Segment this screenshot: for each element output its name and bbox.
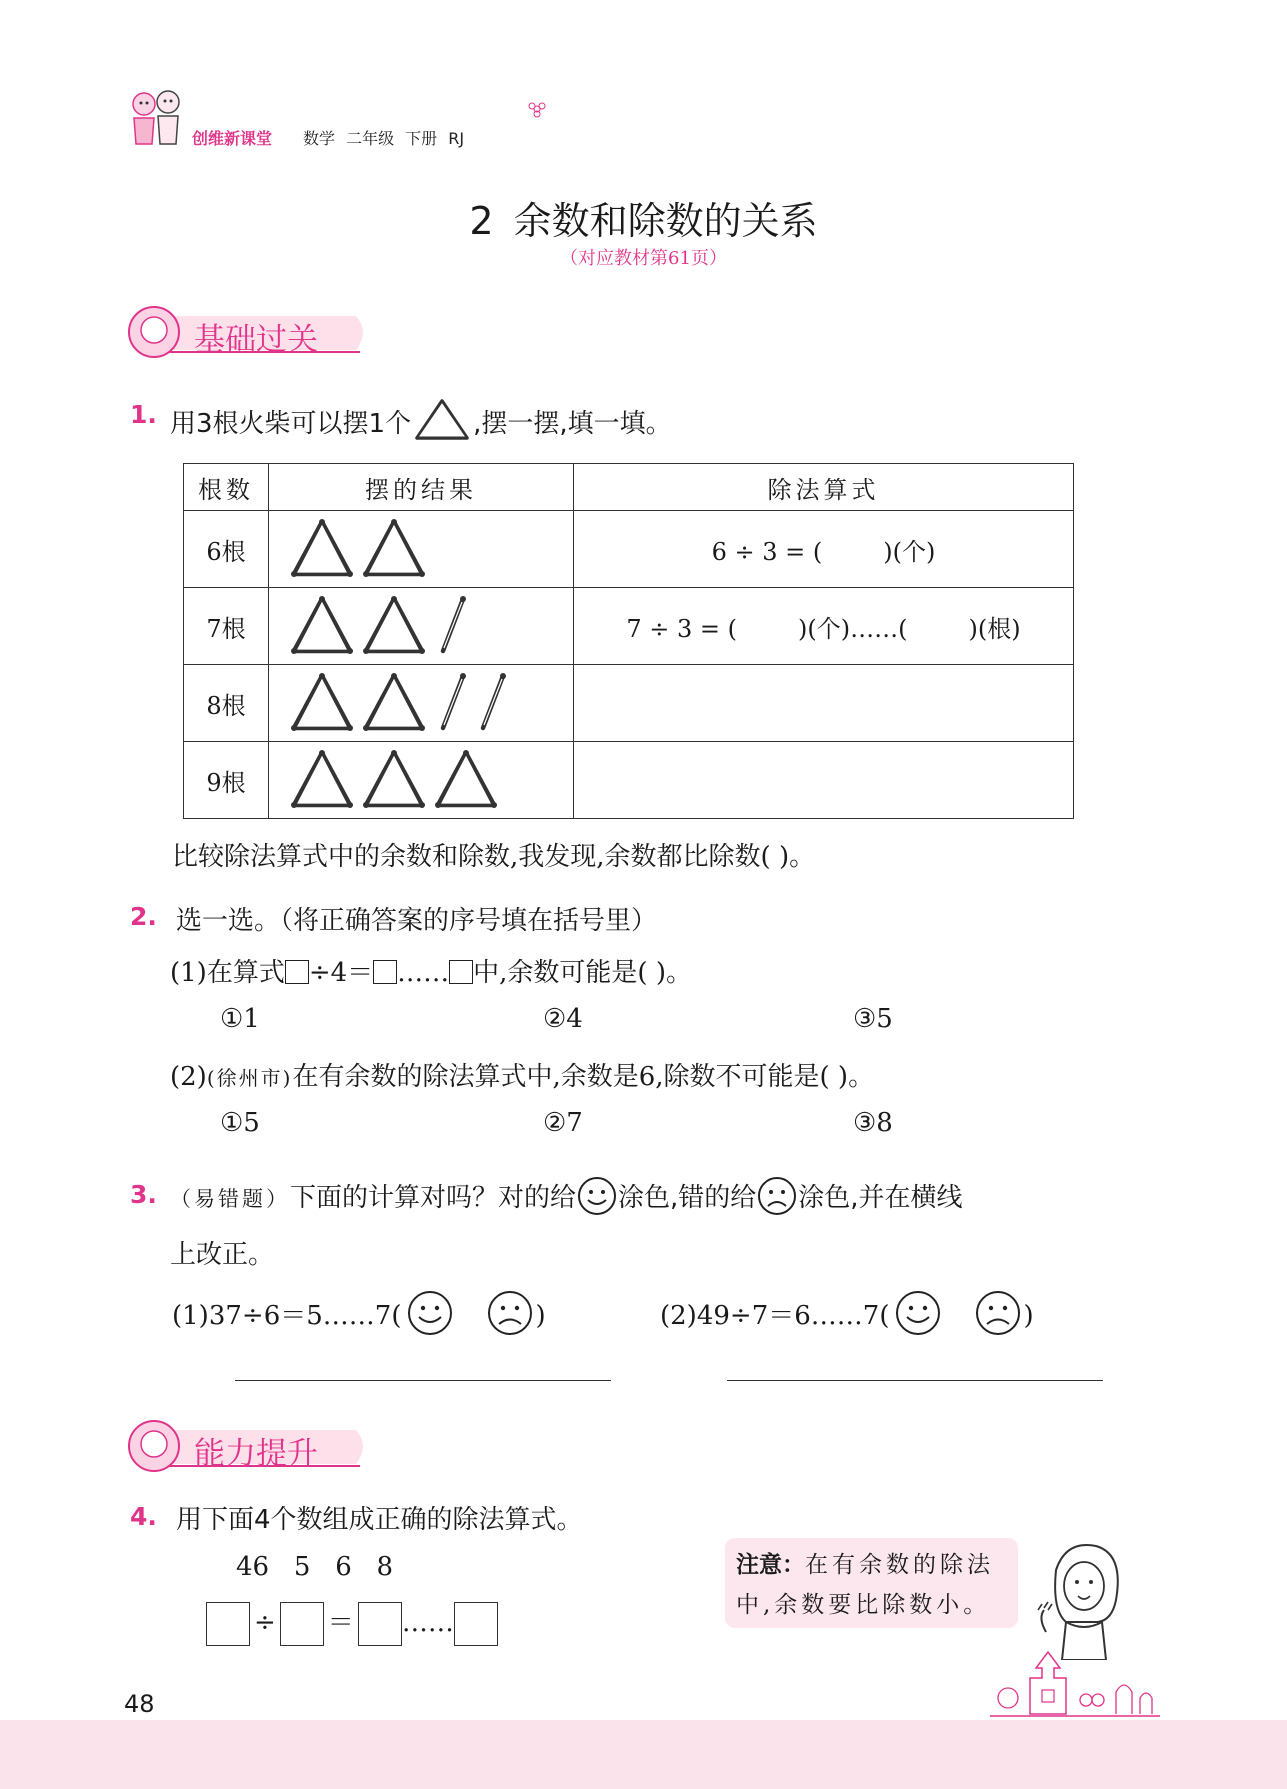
q2-p2-prefix: (2) xyxy=(170,1062,207,1092)
matchstick-triangle-icon xyxy=(289,765,361,793)
q3-item-1-expr: (1)37÷6＝5……7( xyxy=(172,1301,402,1331)
matchstick-icon xyxy=(433,688,473,716)
q2-p1-option-2[interactable]: ②4 xyxy=(543,1004,583,1034)
sad-face-icon[interactable] xyxy=(485,1290,535,1336)
section-title-basic: 基础过关 xyxy=(194,322,318,358)
lesson-title-text: 余数和除数的关系 xyxy=(513,199,818,243)
answer-line[interactable] xyxy=(235,1380,611,1381)
q2-heading xyxy=(176,900,657,937)
q2-p2-option-2[interactable]: ②7 xyxy=(543,1108,583,1138)
q3-text-b: 涂色,错的给 xyxy=(618,1183,757,1213)
matchstick-triangle-icon xyxy=(361,611,433,639)
note-body: 在有余数的除法中,余数要比除数小。 xyxy=(736,1552,994,1618)
matchstick-drawing xyxy=(269,742,574,819)
q2-title: 选一选。 xyxy=(176,906,281,936)
section-banner-advanced xyxy=(128,1420,370,1472)
q2-p2-text: 在有余数的除法算式中,余数是6,除数不可能是( )。 xyxy=(292,1062,875,1092)
equals-sign: ＝ xyxy=(327,1608,354,1638)
q2-p1-op1: ÷4＝ xyxy=(308,958,374,988)
matchstick-triangle-icon xyxy=(361,765,433,793)
section-banner-basic xyxy=(128,306,370,358)
sad-face-icon[interactable] xyxy=(973,1290,1023,1336)
q3-item-1-close: ) xyxy=(535,1301,546,1331)
header-formula: 除法算式 xyxy=(574,464,1074,511)
question-number: 3. xyxy=(130,1180,157,1209)
q2-part1 xyxy=(170,952,692,989)
q4-text: 用下面4个数组成正确的除法算式。 xyxy=(176,1505,583,1535)
lesson-title xyxy=(0,190,1287,245)
question-number: 1. xyxy=(130,400,157,429)
row-formula[interactable]: 7 ÷ 3 = ( )(个)……( )(根) xyxy=(574,588,1074,665)
note-text xyxy=(736,1545,1016,1625)
header-count: 根数 xyxy=(184,464,269,511)
q3-text-d: 上改正。 xyxy=(170,1240,275,1270)
smile-face-icon[interactable] xyxy=(893,1290,943,1336)
matchstick-icon xyxy=(473,688,513,716)
q3-tag: （易错题） xyxy=(170,1187,290,1211)
textbook-reference: （对应教材第61页） xyxy=(560,248,727,269)
q2-p2-option-1[interactable]: ①5 xyxy=(220,1108,260,1138)
row-formula[interactable] xyxy=(574,665,1074,742)
note-label: 注意： xyxy=(736,1552,805,1578)
brand-name: 创维新课堂 xyxy=(192,129,273,148)
q3-text xyxy=(170,1176,963,1214)
q3-text-c: 涂色,并在横线 xyxy=(798,1183,963,1213)
row-count: 7根 xyxy=(184,588,269,665)
question-4 xyxy=(130,1502,157,1531)
smile-face-icon[interactable] xyxy=(405,1290,455,1336)
divide-sign: ÷ xyxy=(254,1608,276,1638)
matchstick-icon xyxy=(433,611,473,639)
q4-numbers: 46 5 6 8 xyxy=(236,1552,394,1582)
remainder-dots: …… xyxy=(401,1608,454,1638)
castle-trees-icon xyxy=(990,1648,1160,1722)
q2-p2-tag: (徐州市) xyxy=(206,1066,293,1090)
girl-teacher-icon xyxy=(1026,1540,1146,1664)
answer-box[interactable] xyxy=(280,1602,324,1646)
matchstick-triangle-icon xyxy=(361,688,433,716)
matchstick-triangle-icon xyxy=(433,765,505,793)
q1-text-before: 用3根火柴可以摆1个 xyxy=(170,409,412,439)
q3-item-2-close: ) xyxy=(1023,1301,1034,1331)
q3-item-2 xyxy=(660,1290,1034,1336)
matchstick-drawing xyxy=(269,588,574,665)
table-row xyxy=(184,511,1074,588)
matchstick-triangle-icon xyxy=(289,611,361,639)
row-count: 8根 xyxy=(184,665,269,742)
matchstick-triangle-icon xyxy=(289,534,361,562)
q2-p1-option-3[interactable]: ③5 xyxy=(853,1004,893,1034)
q2-hint: （将正确答案的序号填在括号里） xyxy=(280,906,658,936)
smile-face-icon xyxy=(576,1176,618,1214)
q3-item-2-expr: (2)49÷7＝6……7( xyxy=(660,1301,890,1331)
q3-text-a: 下面的计算对吗？对的给 xyxy=(290,1183,577,1213)
q3-item-1 xyxy=(172,1290,546,1336)
matchstick-drawing xyxy=(269,511,574,588)
section-title-advanced: 能力提升 xyxy=(194,1436,318,1472)
answer-box[interactable] xyxy=(449,960,473,984)
question-number: 2. xyxy=(130,902,157,931)
table-row xyxy=(184,588,1074,665)
sad-face-icon xyxy=(756,1176,798,1214)
book-subject: 数学 二年级 下册 RJ xyxy=(303,129,465,148)
q2-p1-op2: …… xyxy=(397,958,450,988)
matchstick-table xyxy=(183,463,1074,819)
row-count: 9根 xyxy=(184,742,269,819)
answer-box[interactable] xyxy=(285,960,309,984)
q2-p2-option-3[interactable]: ③8 xyxy=(853,1108,893,1138)
table-row xyxy=(184,742,1074,819)
matchstick-drawing xyxy=(269,665,574,742)
q4-equation xyxy=(206,1602,498,1646)
footer-band xyxy=(0,1720,1287,1789)
q1-conclusion: 比较除法算式中的余数和除数,我发现,余数都比除数( )。 xyxy=(172,842,816,872)
answer-box[interactable] xyxy=(358,1602,402,1646)
answer-box[interactable] xyxy=(206,1602,250,1646)
kids-logo-icon xyxy=(126,88,188,156)
question-2 xyxy=(130,902,157,931)
triangle-icon xyxy=(411,398,473,438)
answer-line[interactable] xyxy=(727,1380,1103,1381)
matchstick-triangle-icon xyxy=(361,534,433,562)
question-1 xyxy=(130,400,157,429)
q1-text-after: ,摆一摆,填一填。 xyxy=(473,409,672,439)
flower-icon xyxy=(527,100,547,122)
q2-p1-suffix: 中,余数可能是( )。 xyxy=(473,958,692,988)
row-formula[interactable] xyxy=(574,742,1074,819)
q2-part2 xyxy=(170,1056,874,1093)
question-number: 4. xyxy=(130,1502,157,1531)
answer-box[interactable] xyxy=(454,1602,498,1646)
table-row xyxy=(184,665,1074,742)
header-result: 摆的结果 xyxy=(269,464,574,511)
q2-p1-option-1[interactable]: ①1 xyxy=(220,1004,260,1034)
answer-box[interactable] xyxy=(373,960,397,984)
lesson-number: 2 xyxy=(469,199,494,243)
question-3 xyxy=(130,1180,157,1209)
q2-p1-prefix: (1)在算式 xyxy=(170,958,285,988)
matchstick-triangle-icon xyxy=(289,688,361,716)
row-formula[interactable]: 6 ÷ 3 = ( )(个) xyxy=(574,511,1074,588)
page-number: 48 xyxy=(124,1690,155,1718)
question-1-text xyxy=(170,398,672,440)
table-header-row xyxy=(184,464,1074,511)
row-count: 6根 xyxy=(184,511,269,588)
